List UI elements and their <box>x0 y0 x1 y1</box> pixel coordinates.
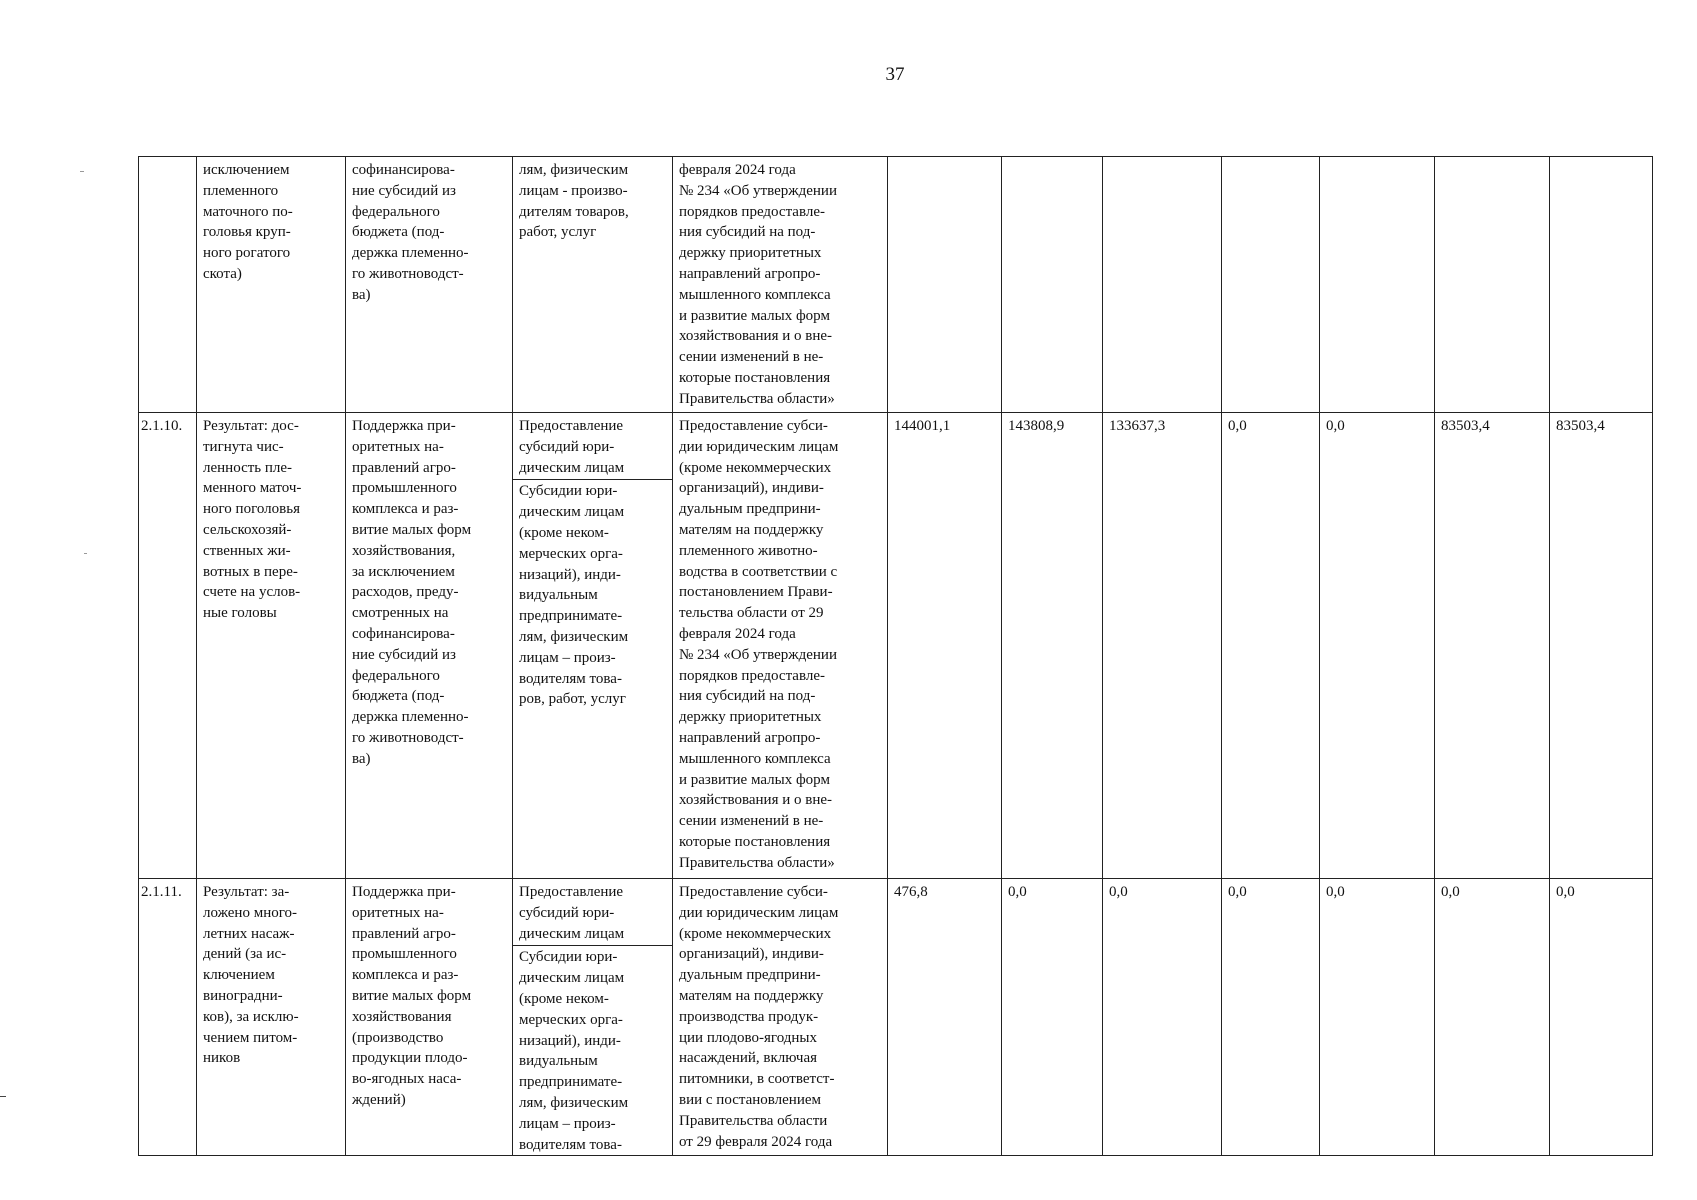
value-cell: 144001,1 <box>888 413 1002 879</box>
value-cell <box>1550 157 1653 413</box>
value-cell: 476,8 <box>888 879 1002 1156</box>
value-cell <box>888 157 1002 413</box>
scan-mark <box>0 1096 6 1097</box>
support-type <box>513 413 673 879</box>
subsidy-table <box>138 156 1653 1156</box>
support-recipients: Субсидии юри- дическим лицам (кроме неком- мерческих орга- низаций), инди- видуальным предпринимате- лям, физическим лицам – произ- водителям това- ров, работ, услуг <box>519 483 629 708</box>
support-type <box>513 879 673 1156</box>
page-number: 37 <box>885 64 905 85</box>
result-name: Результат: дос- тигнута чис- ленность пле- менного маточ- ного поголовья сельскохозяй- ственных жи- вотных в пере- счете на услов- ные головы <box>197 413 346 879</box>
value-cell <box>1320 157 1435 413</box>
value-cell: 143808,9 <box>1002 413 1103 879</box>
value-cell: 133637,3 <box>1103 413 1222 879</box>
scan-mark <box>80 171 84 172</box>
value-cell: 0,0 <box>1320 413 1435 879</box>
value-cell: 0,0 <box>1435 879 1550 1156</box>
value-cell: 0,0 <box>1550 879 1653 1156</box>
support-type-text: лям, физическим лицам - произво- дителям товаров, работ, услуг <box>519 162 629 241</box>
value-cell: 0,0 <box>1222 413 1320 879</box>
value-cell <box>1435 157 1550 413</box>
value-cell: 83503,4 <box>1550 413 1653 879</box>
scan-mark <box>84 553 87 554</box>
value-cell: 0,0 <box>1320 879 1435 1156</box>
support-type-title: Предоставление субсидий юри- дическим лицам <box>513 416 672 480</box>
value-cell <box>1222 157 1320 413</box>
row-number: 2.1.11. <box>139 879 197 1156</box>
row-number <box>139 157 197 413</box>
result-name: Результат: за- ложено много- летних насаж- дений (за ис- ключением виноградни- ков), за исклю- чением питом- ников <box>197 879 346 1156</box>
value-cell: 0,0 <box>1222 879 1320 1156</box>
support-type <box>513 157 673 413</box>
value-cell: 0,0 <box>1103 879 1222 1156</box>
support-type-title: Предоставление субсидий юри- дическим лицам <box>513 882 672 946</box>
table-row <box>139 879 1653 1156</box>
value-cell <box>1002 157 1103 413</box>
result-name: исключением племенного маточного по- головья круп- ного рогатого скота) <box>197 157 346 413</box>
support-direction: Поддержка при- оритетных на- правлений агро- промышленного комплекса и раз- витие малых форм хозяйствования, за исключением расходов, преду- смотренных на софинансирова- ние субсидий из федерального бюджета (под- держка племенно- го животноводст- ва) <box>346 413 513 879</box>
row-number: 2.1.10. <box>139 413 197 879</box>
value-cell <box>1103 157 1222 413</box>
support-direction: софинансирова- ние субсидий из федерального бюджета (под- держка племенно- го животноводст- ва) <box>346 157 513 413</box>
value-cell: 83503,4 <box>1435 413 1550 879</box>
table-row <box>139 413 1653 879</box>
support-recipients: Субсидии юри- дическим лицам (кроме неком- мерческих орга- низаций), инди- видуальным предпринимате- лям, физическим лицам – произ- водителям това- <box>519 949 629 1153</box>
table-row <box>139 157 1653 413</box>
value-cell: 0,0 <box>1002 879 1103 1156</box>
support-description: Предоставление субси- дии юридическим лицам (кроме некоммерческих организаций), индиви- дуальным предприни- мателям на поддержку производства продук- ции плодово-ягодных насаждений, включая питомники, в соответст- вии с постановлением Правительства области от 29 февраля 2024 года <box>673 879 888 1156</box>
support-description: февраля 2024 года № 234 «Об утверждении порядков предоставле- ния субсидий на под- держку приоритетных направлений агропро- мышленного комплекса и развитие малых форм хозяйствования и о вне- сении изменений в не- которые постановления Правительства области» <box>673 157 888 413</box>
support-description: Предоставление субси- дии юридическим лицам (кроме некоммерческих организаций), индиви- дуальным предприни- мателям на поддержку племенного животно- водства в соответствии с постановлением Прави- тельства области от 29 февраля 2024 года № 234 «Об утверждении порядков предоставле- ния субсидий на под- держку приоритетных направлений агропро- мышленного комплекса и развитие малых форм хозяйствования и о вне- сении изменений в не- которые постановления Правительства области» <box>673 413 888 879</box>
support-direction: Поддержка при- оритетных на- правлений агро- промышленного комплекса и раз- витие малых форм хозяйствования (производство продукции плодо- во-ягодных наса- ждений) <box>346 879 513 1156</box>
